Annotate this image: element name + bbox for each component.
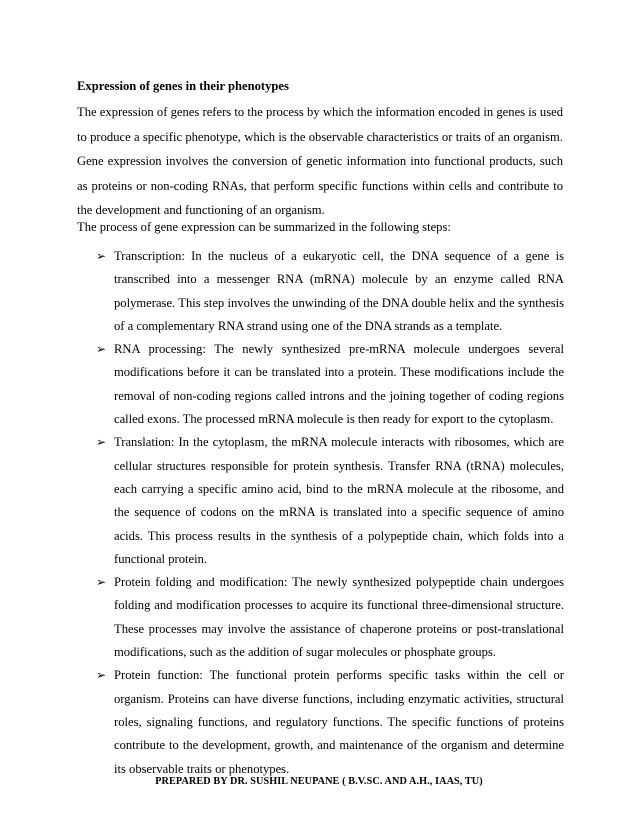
list-item-rna-processing: [96, 338, 564, 431]
steps-list: [96, 245, 564, 781]
arrow-bullet-icon: ➢: [96, 342, 107, 357]
page-footer: PREPARED BY DR. SUSHIL NEUPANE ( B.V.SC. AND A.H., IAAS, TU): [155, 776, 483, 787]
list-item-text: RNA processing: The newly synthesized pre-mRNA molecule undergoes several modifications before it can be translated into a protein. These modifications include the removal of non-coding regions called introns and the joining together of coding regions called exons. The processed mRNA molecule is then ready for export to the cytoplasm.: [114, 342, 564, 427]
arrow-bullet-icon: ➢: [96, 249, 107, 263]
list-item-text: Transcription: In the nucleus of a eukaryotic cell, the DNA sequence of a gene is transcribed into a messenger RNA (mRNA) molecule by an enzyme called RNA polymerase. This step involves the unwinding of the DNA double helix and the synthesis of a complementary RNA strand using one of the DNA strands as a template.: [114, 249, 564, 333]
section-heading: Expression of genes in their phenotypes: [77, 79, 289, 93]
arrow-bullet-icon: ➢: [96, 435, 107, 450]
list-item-text: Protein folding and modification: The newly synthesized polypeptide chain undergoes folding and modification processes to acquire its functional three-dimensional structure. These processes may involve the assistance of chaperone proteins or post-translational modifications, such as the addition of sugar molecules or phosphate groups.: [114, 575, 564, 660]
list-item-protein-function: [96, 664, 564, 780]
list-item-text: Translation: In the cytoplasm, the mRNA molecule interacts with ribosomes, which are cellular structures responsible for protein synthesis. Transfer RNA (tRNA) molecules, each carrying a specific amino acid, bind to the mRNA molecule at the ribosome, and the sequence of codons on the mRNA is translated into a specific sequence of amino acids. This process results in the synthesis of a polypeptide chain, which folds into a functional protein.: [114, 435, 564, 566]
steps-intro-paragraph: The process of gene expression can be summarized in the following steps:: [77, 220, 451, 234]
arrow-bullet-icon: ➢: [96, 668, 107, 683]
intro-paragraph: The expression of genes refers to the process by which the information encoded in genes is used to produce a specific phenotype, which is the observable characteristics or traits of an organism. Gene expression involves the conversion of genetic information into functional products, such as proteins or non-coding RNAs, that perform specific functions within cells and contribute to the development and functioning of an organism.: [77, 105, 563, 218]
arrow-bullet-icon: ➢: [96, 575, 107, 590]
list-item-protein-folding: [96, 571, 564, 664]
list-item-text: Protein function: The functional protein performs specific tasks within the cell or organism. Proteins can have diverse functions, including enzymatic activities, structural roles, signaling functions, and regulatory functions. The specific functions of proteins contribute to the development, growth, and maintenance of the organism and determine its observable traits or phenotypes.: [114, 668, 564, 776]
list-item-translation: [96, 431, 564, 571]
list-item-transcription: [96, 245, 564, 338]
